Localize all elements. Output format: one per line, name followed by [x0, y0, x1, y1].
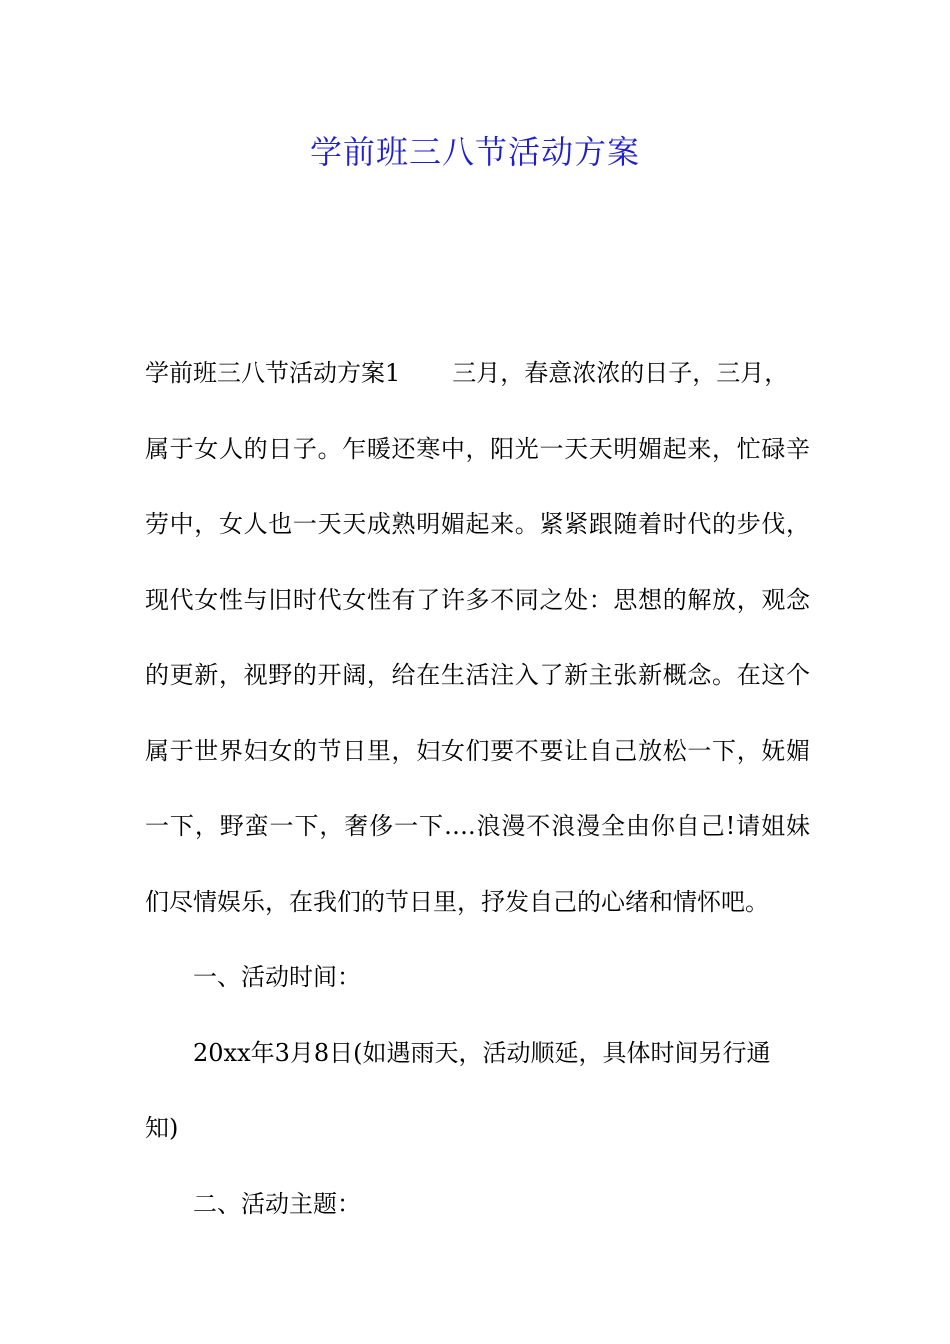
- paragraph-line: 的更新，视野的开阔，给在生活注入了新主张新概念。在这个: [145, 661, 810, 689]
- paragraph-text: 三月，春意浓浓的日子，三月，: [452, 359, 789, 387]
- paragraph-line: 属于世界妇女的节日里，妇女们要不要让自己放松一下，妩媚: [145, 736, 810, 765]
- plan-lead-label: 学前班三八节活动方案1: [145, 359, 401, 387]
- paragraph-line: [145, 336, 810, 412]
- section-body-line: 20xx年3月8日(如遇雨天，活动顺延，具体时间另行通: [193, 1038, 771, 1067]
- paragraph-line: 属于女人的日子。乍暖还寒中，阳光一天天明媚起来，忙碌辛: [145, 434, 810, 463]
- document-body: [145, 336, 810, 1242]
- section-body-line: 知): [145, 1114, 179, 1142]
- paragraph-line: 现代女性与旧时代女性有了许多不同之处：思想的解放，观念: [145, 585, 810, 614]
- paragraph-line: 一下，野蛮一下，奢侈一下….浪漫不浪漫全由你自己!请姐妹: [145, 812, 810, 840]
- paragraph-line: 们尽情娱乐，在我们的节日里，抒发自己的心绪和情怀吧。: [145, 887, 769, 916]
- document-title: 学前班三八节活动方案: [309, 133, 640, 171]
- section-heading-theme: 二、活动主题：: [193, 1189, 361, 1218]
- section-heading-time: 一、活动时间：: [193, 963, 361, 991]
- paragraph-line: 劳中，女人也一天天成熟明媚起来。紧紧跟随着时代的步伐，: [145, 510, 810, 538]
